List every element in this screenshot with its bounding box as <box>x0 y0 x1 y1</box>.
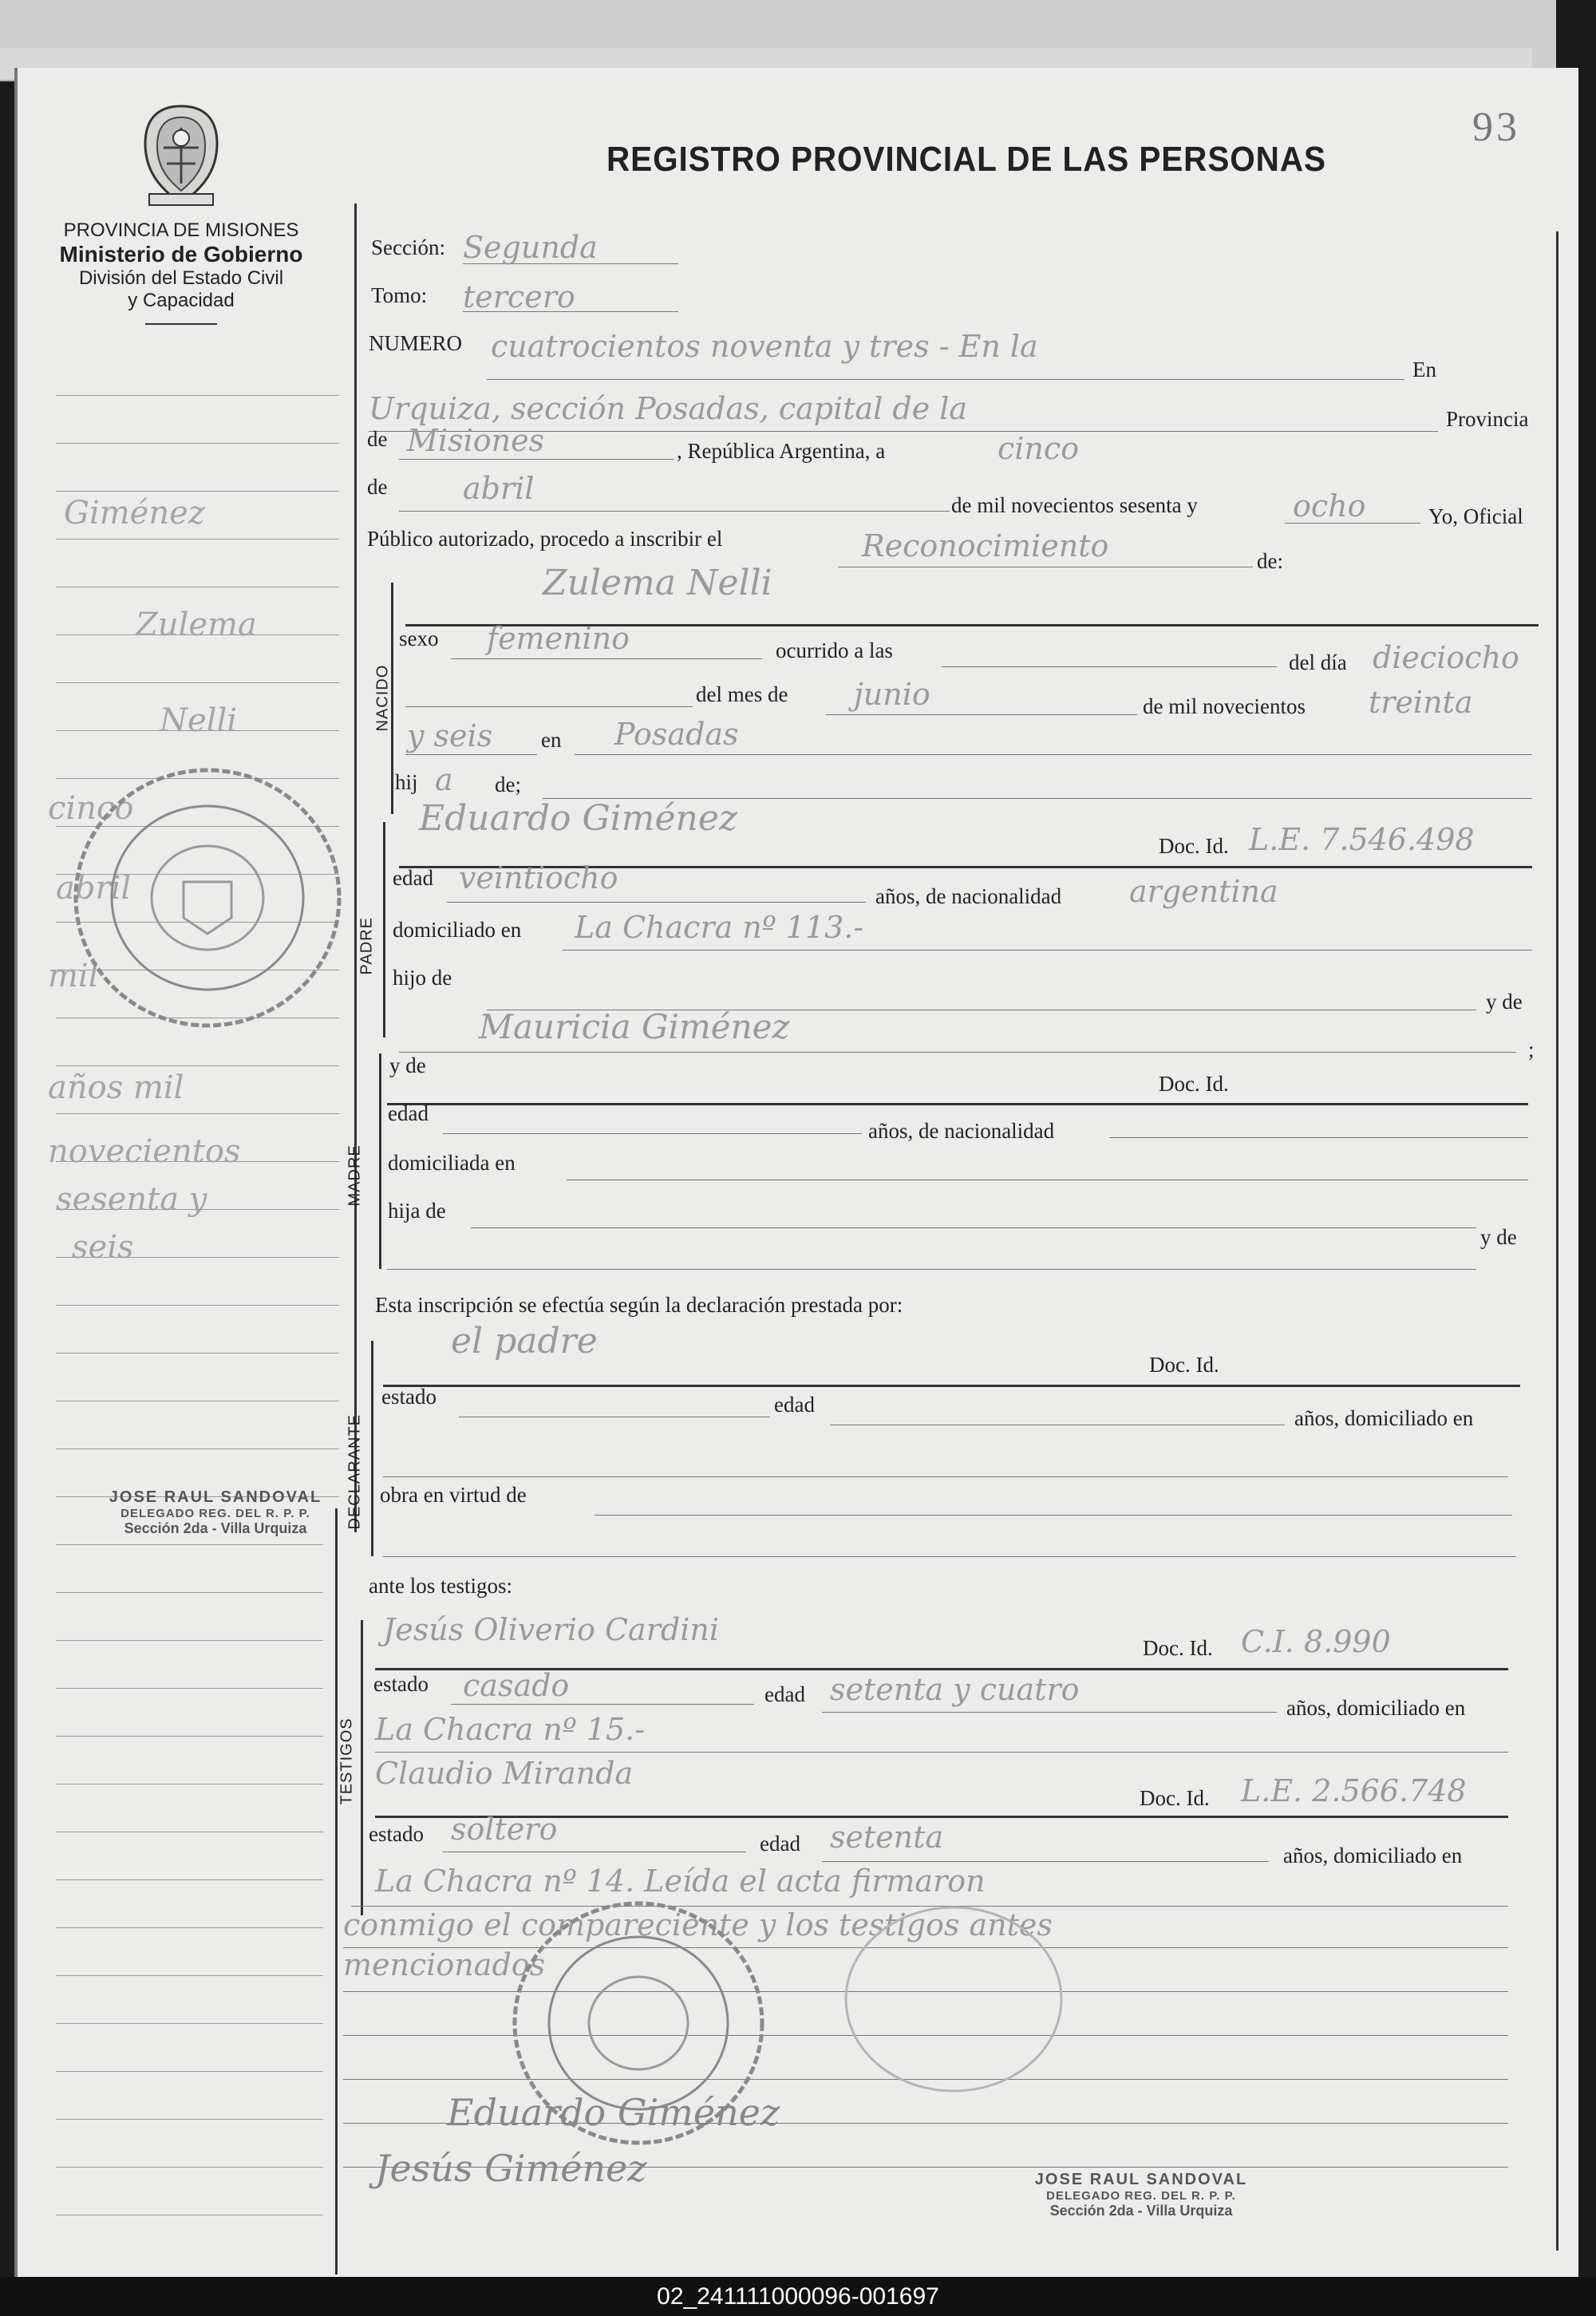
provincia-line <box>399 459 674 460</box>
cierre-text: conmigo el compareciente y los testigos antes <box>343 1907 1053 1943</box>
padre-dom-value: La Chacra nº 113.- <box>575 910 864 945</box>
padre-nombre-value: Eduardo Giménez <box>419 798 738 839</box>
del-mes-line <box>826 714 1137 715</box>
margin-rule-line <box>56 443 339 444</box>
margin-note: novecientos <box>48 1133 241 1170</box>
dia-value: cinco <box>998 431 1080 466</box>
testigo2-anos-label: años, domiciliado en <box>1283 1844 1463 1867</box>
margin-rule-line <box>56 1640 323 1641</box>
cierre-text-2: mencionados <box>343 1947 546 1982</box>
anio-nac-value: treinta <box>1369 685 1473 720</box>
testigo1-estado-line <box>451 1704 754 1705</box>
madre-nac-label: años, de nacionalidad <box>868 1119 1055 1143</box>
numero-label: NUMERO <box>369 331 463 355</box>
delegate-name: JOSE RAUL SANDOVAL <box>109 1488 322 1506</box>
provincia-value: Misiones <box>407 423 545 458</box>
padre-dom-line <box>563 950 1532 951</box>
declarante-anos-label: años, domiciliado en <box>1294 1406 1474 1430</box>
testigo2-edad-value: setenta <box>830 1820 944 1855</box>
margin-rule-line <box>56 2167 323 2168</box>
madre-y-de-label: y de <box>389 1053 426 1077</box>
margin-note: cinco <box>48 790 134 827</box>
margin-rule-line <box>56 1448 339 1449</box>
padre-nac-value: argentina <box>1129 874 1278 909</box>
madre-edad-label: edad <box>388 1101 429 1125</box>
testigos-side-label: TESTIGOS <box>338 1717 356 1805</box>
margin-rule-line <box>56 682 339 683</box>
margin-rule-line <box>56 1353 339 1354</box>
province-name: PROVINCIA DE MISIONES <box>63 219 299 241</box>
testigo2-edad-line <box>822 1861 1269 1862</box>
margin-rule-line <box>56 2023 323 2024</box>
testigo2-edad-label: edad <box>760 1832 800 1856</box>
testigo1-dom-value: La Chacra nº 15.- <box>375 1712 646 1747</box>
margin-rule-line <box>56 1305 339 1306</box>
margin-rule-line <box>56 491 339 492</box>
registry-stamp-2-icon <box>507 1895 770 2151</box>
signature-1: Eduardo Giménez <box>447 2091 780 2134</box>
testigo1-doc-value: C.I. 8.990 <box>1241 1624 1391 1659</box>
obra-line <box>595 1515 1512 1516</box>
margin-rule-line <box>56 1113 339 1114</box>
padre-side-label: PADRE <box>358 917 376 975</box>
sexo-value: femenino <box>487 621 630 656</box>
hij-label: hij <box>395 770 418 794</box>
madre-border <box>379 1053 381 1269</box>
testigo2-estado-value: soltero <box>451 1812 558 1847</box>
registry-stamp-icon <box>68 762 347 1034</box>
padre-border <box>383 822 385 1037</box>
testigo2-estado-label: estado <box>369 1822 424 1846</box>
margin-note: Giménez <box>64 495 205 532</box>
yo-oficial-label: Yo, Oficial <box>1428 504 1523 528</box>
padre-madre-value: Mauricia Giménez <box>479 1007 790 1046</box>
testigo1-anos-label: años, domiciliado en <box>1286 1696 1466 1720</box>
margin-note: seis <box>72 1229 134 1266</box>
ministry-name: Ministerio de Gobierno <box>59 242 303 267</box>
division-name: División del Estado Civil <box>78 267 284 289</box>
tipo-value: Reconocimiento <box>862 528 1109 563</box>
ministry-header <box>49 100 313 325</box>
delegate-stamp-right <box>998 2171 1285 2219</box>
testigo1-estado-value: casado <box>463 1668 570 1703</box>
madre-nac-line <box>1109 1137 1528 1138</box>
page-title: REGISTRO PROVINCIAL DE LAS PERSONAS <box>606 140 1326 179</box>
padre-doc-value: L.E. 7.546.498 <box>1249 822 1475 857</box>
del-mes-label: del mes de <box>696 682 788 706</box>
obra-line-2 <box>383 1556 1516 1557</box>
testigo2-doc-label: Doc. Id. <box>1140 1786 1210 1810</box>
numero-line <box>487 379 1404 380</box>
sexo-label: sexo <box>399 626 439 650</box>
republica-label: , República Argentina, a <box>677 439 886 463</box>
madre-hija-line <box>471 1227 1476 1228</box>
publico-label: Público autorizado, procedo a inscribir el <box>367 527 723 551</box>
madre-hija-line-2 <box>387 1269 1476 1270</box>
anio-nac2-value: y seis <box>407 718 493 753</box>
madre-dom-label: domiciliada en <box>388 1151 516 1175</box>
del-dia-value: dieciocho <box>1373 640 1519 675</box>
anio-nac2-line <box>405 754 537 755</box>
locality-line: Urquiza, sección Posadas, capital de la <box>369 391 968 426</box>
tomo-value: tercero <box>463 279 575 314</box>
form-left-border-lower <box>335 1508 338 2275</box>
provincia-label: Provincia <box>1446 407 1529 431</box>
padre-edad-label: edad <box>393 866 433 890</box>
del-dia-label: del día <box>1289 650 1347 674</box>
delegate-role: DELEGADO REG. DEL R. P. P. <box>120 1507 310 1520</box>
margin-rule-line <box>56 1975 323 1976</box>
esta-inscripcion-label: Esta inscripción se efectúa según la declaración prestada por: <box>375 1293 903 1317</box>
de-semi-label: de; <box>495 773 521 796</box>
padre-nac-label: años, de nacionalidad <box>875 884 1062 908</box>
nacido-side-label: NACIDO <box>373 664 392 732</box>
margin-note: Zulema <box>136 607 257 643</box>
header-rule <box>145 323 217 325</box>
margin-rule-line <box>56 1688 323 1689</box>
numero-value: cuatrocientos noventa y tres - En la <box>491 329 1038 364</box>
hij-suffix: a <box>435 762 453 797</box>
margin-rule-line <box>56 1927 323 1928</box>
de-mil-nov-label: de mil novecientos <box>1143 694 1306 718</box>
sexo-line <box>451 658 762 659</box>
de-mil-label: de mil novecientos sesenta y <box>951 493 1198 517</box>
testigo2-dom-value: La Chacra nº 14. Leída el acta firmaron <box>375 1863 986 1899</box>
del-mes-value: junio <box>854 677 930 712</box>
division-subtitle: y Capacidad <box>128 290 235 311</box>
margin-rule-line <box>56 2119 323 2120</box>
padre-semicolon: ; <box>1528 1037 1535 1061</box>
declarante-estado-label: estado <box>381 1385 437 1409</box>
margin-rule-line <box>56 1879 323 1880</box>
testigo1-value: Jesús Oliverio Cardini <box>383 1612 719 1647</box>
madre-hija-label: hija de <box>388 1199 446 1223</box>
declarante-dom-line <box>383 1476 1508 1477</box>
en-label: En <box>1412 358 1436 381</box>
provincial-crest-icon <box>133 100 229 211</box>
padre-edad-line <box>447 902 866 903</box>
margin-rule-line <box>56 2071 323 2072</box>
padre-hijo-label: hijo de <box>393 966 452 990</box>
delegate-role-2: DELEGADO REG. DEL R. P. P. <box>1046 2189 1236 2203</box>
testigo1-dom-line <box>375 1752 1508 1753</box>
testigo2-doc-value: L.E. 2.566.748 <box>1241 1773 1467 1808</box>
testigo2-value: Claudio Miranda <box>375 1756 634 1791</box>
lugar-value: Posadas <box>614 717 739 752</box>
ocurrido-label: ocurrido a las <box>776 638 893 662</box>
margin-rule-line <box>56 1592 323 1593</box>
en-small-label: en <box>541 728 562 752</box>
seccion-label: Sección: <box>371 235 445 259</box>
delegate-section: Sección 2da - Villa Urquiza <box>124 1520 307 1536</box>
padre-edad-value: veintiocho <box>459 860 618 895</box>
tomo-label: Tomo: <box>371 283 428 307</box>
margin-note: abril <box>56 870 132 907</box>
declarante-border <box>371 1341 373 1556</box>
nombre-value: Zulema Nelli <box>543 563 772 603</box>
delegate-section-2: Sección 2da - Villa Urquiza <box>1049 2203 1233 2219</box>
padre-doc-label: Doc. Id. <box>1159 834 1229 858</box>
de-label-2: de <box>367 475 388 499</box>
madre-side-label: MADRE <box>346 1144 364 1207</box>
margin-rule-line <box>56 1736 323 1737</box>
testigo1-edad-line <box>822 1712 1277 1713</box>
margin-rule-line <box>56 395 339 396</box>
folio-number: 93 <box>1472 105 1520 150</box>
margin-note: sesenta y <box>56 1181 207 1218</box>
de-colon-label: de: <box>1257 549 1283 573</box>
faint-stamp-icon <box>838 1899 1069 2099</box>
dia-cont-line <box>405 706 693 707</box>
margin-rule-line <box>56 1544 323 1545</box>
margin-rule-line <box>56 1065 339 1066</box>
delegate-name-2: JOSE RAUL SANDOVAL <box>1034 2171 1248 2188</box>
margin-note: mil <box>48 958 99 994</box>
madre-doc-label: Doc. Id. <box>1159 1072 1229 1096</box>
margin-note: años mil <box>48 1069 184 1106</box>
de-label-1: de <box>367 427 388 451</box>
delegate-stamp-left <box>72 1488 359 1537</box>
anio-value: ocho <box>1293 488 1366 524</box>
madre-nombre-line <box>387 1103 1528 1105</box>
form-right-border <box>1556 231 1558 2251</box>
hora-line <box>942 666 1277 667</box>
padre-y-de-label: y de <box>1486 990 1523 1014</box>
testigo1-edad-label: edad <box>764 1682 805 1706</box>
mes-value: abril <box>463 471 535 506</box>
declarante-edad-label: edad <box>774 1393 815 1417</box>
mes-line <box>399 511 950 512</box>
testigo1-doc-label: Doc. Id. <box>1143 1636 1213 1660</box>
declarante-value: el padre <box>451 1321 598 1362</box>
padre-dom-label: domiciliado en <box>393 918 522 942</box>
testigo1-estado-label: estado <box>373 1672 429 1696</box>
declarante-side-label: DECLARANTE <box>346 1414 364 1530</box>
declarante-line <box>383 1385 1520 1387</box>
ante-testigos-label: ante los testigos: <box>369 1574 512 1598</box>
madre-edad-line <box>443 1133 862 1134</box>
seccion-value: Segunda <box>463 230 598 265</box>
declarante-doc-label: Doc. Id. <box>1149 1353 1219 1377</box>
madre-y-de-label-2: y de <box>1480 1225 1517 1249</box>
margin-note: Nelli <box>160 702 238 739</box>
obra-label: obra en virtud de <box>380 1483 527 1507</box>
testigos-border <box>361 1620 363 1915</box>
testigo1-edad-value: setenta y cuatro <box>830 1672 1080 1707</box>
padre-madre-line <box>399 1052 1516 1053</box>
signature-2: Jesús Giménez <box>375 2147 647 2190</box>
binding-edge <box>14 68 18 2277</box>
lugar-line <box>575 754 1532 755</box>
form-left-border <box>354 204 357 1532</box>
footer-id: 02_241111000096-001697 <box>0 2277 1596 2316</box>
